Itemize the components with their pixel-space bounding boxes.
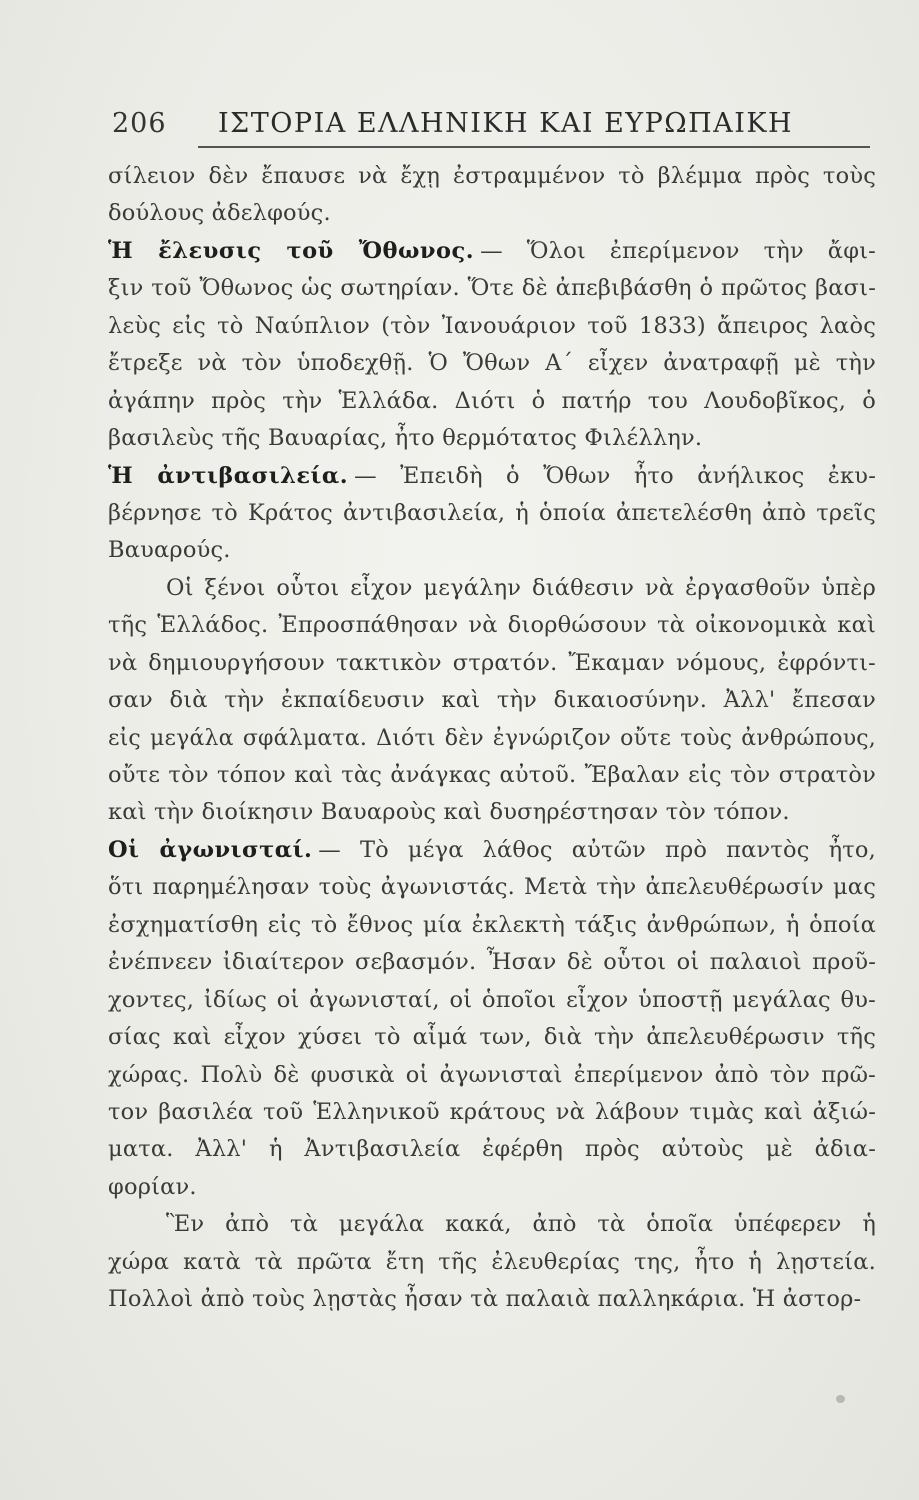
line-text: σίλειον δὲν ἔπαυσε νὰ ἔχῃ ἐστραμμένον τὸ βλέμμα πρὸς τοὺς	[108, 163, 876, 189]
text-line	[108, 1206, 876, 1243]
line-text: νὰ δημιουργήσουν τακτικὸν στρατόν. Ἔκαμαν νόμους, ἐφρόντι-	[108, 649, 876, 676]
line-text: τον βασιλέα τοῦ Ἑλληνικοῦ κράτους νὰ λάβουν τιμὰς καὶ ἀξιώ-	[108, 1098, 876, 1125]
line-text: φορίαν.	[108, 1173, 197, 1200]
line-text: χώρας. Πολὺ δὲ φυσικὰ οἱ ἀγωνισταὶ ἐπερίμενον ἀπὸ τὸν πρῶ-	[108, 1061, 876, 1088]
line-text: — Τὸ μέγα λάθος αὐτῶν πρὸ παντὸς ἦτο,	[318, 836, 876, 863]
line-text: ἔτρεξε νὰ τὸν ὑποδεχθῇ. Ὁ Ὄθων Α΄ εἶχεν ἀνατραφῇ μὲ τὴν	[108, 350, 876, 377]
text-line	[108, 982, 876, 1019]
text-line	[108, 270, 876, 307]
line-text: βέρνησε τὸ Κράτος ἀντιβασιλεία, ἡ ὁποία ἀπετελέσθη ἀπὸ τρεῖς	[108, 499, 876, 526]
text-line	[108, 383, 876, 420]
line-text: Ἓν ἀπὸ τὰ μεγάλα κακά, ἀπὸ τὰ ὁποῖα ὑπέφερεν ἡ	[166, 1211, 876, 1238]
text-line	[108, 308, 876, 345]
line-text: ματα. Ἀλλ' ἡ Ἀντιβασιλεία ἐφέρθη πρὸς αὐτοὺς μὲ ἀδια-	[108, 1136, 876, 1163]
line-text: ἐσχηματίσθη εἰς τὸ ἔθνος μία ἐκλεκτὴ τάξις ἀνθρώπων, ἡ ὁποία	[108, 911, 876, 938]
line-text: Βαυαρούς.	[108, 537, 231, 564]
text-line	[108, 532, 876, 569]
body-text	[108, 158, 876, 1319]
line-text: χοντες, ἰδίως οἱ ἀγωνισταί, οἱ ὁποῖοι εἶχον ὑποστῇ μεγάλας θυ-	[108, 986, 876, 1013]
text-line	[108, 607, 876, 644]
line-text: ὅτι παρημέλησαν τοὺς ἀγωνιστάς. Μετὰ τὴν ἀπελευθέρωσίν μας	[108, 874, 876, 901]
line-text: χώρα κατὰ τὰ πρῶτα ἔτη τῆς ἐλευθερίας της, ἦτο ἡ λῃστεία.	[108, 1248, 876, 1275]
line-text: εἰς μεγάλα σφάλματα. Διότι δὲν ἐγνώριζον οὔτε τοὺς ἀνθρώπους,	[108, 725, 876, 751]
text-line	[108, 1169, 876, 1206]
text-line	[108, 645, 876, 682]
line-text: — Ἐπειδὴ ὁ Ὄθων ἦτο ἀνήλικος ἐκυ-	[354, 462, 876, 489]
text-line	[108, 682, 876, 719]
line-text: τῆς Ἑλλάδος. Ἐπροσπάθησαν νὰ διορθώσουν τὰ οἰκονομικὰ καὶ	[108, 612, 876, 639]
line-text: Οἱ ξένοι οὗτοι εἶχον μεγάλην διάθεσιν νὰ ἐργασθοῦν ὑπὲρ	[166, 574, 876, 601]
text-line	[108, 1057, 876, 1094]
text-line	[108, 420, 876, 457]
text-line	[108, 495, 876, 532]
text-line	[108, 1019, 876, 1056]
text-line	[108, 570, 876, 607]
section-heading-line	[108, 233, 876, 270]
text-line	[108, 757, 876, 794]
paper-blemish	[836, 1395, 845, 1403]
text-line	[108, 720, 876, 757]
header-rule	[198, 146, 870, 148]
section-heading-line	[108, 458, 876, 495]
page-header	[112, 108, 872, 148]
line-text: σίας καὶ εἶχον χύσει τὸ αἷμά των, διὰ τὴν ἀπελευθέρωσιν τῆς	[108, 1024, 876, 1051]
text-line	[108, 345, 876, 382]
running-title: ΙΣΤΟΡΙΑ ΕΛΛΗΝΙΚΗ ΚΑΙ ΕΥΡΩΠΑΙΚΗ	[218, 108, 794, 139]
line-text: ἐνέπνεεν ἰδιαίτερον σεβασμόν. Ἦσαν δὲ οὗτοι οἱ παλαιοὶ προῦ-	[108, 949, 876, 976]
section-heading-line	[108, 832, 876, 869]
text-line	[108, 907, 876, 944]
line-text: ξιν τοῦ Ὄθωνος ὡς σωτηρίαν. Ὅτε δὲ ἀπεβιβάσθη ὁ πρῶτος βασι-	[108, 275, 876, 302]
text-line	[108, 1281, 876, 1318]
line-text: λεὺς εἰς τὸ Ναύπλιον (τὸν Ἰανουάριον τοῦ 1833) ἄπειρος λαὸς	[108, 312, 876, 339]
text-line	[108, 1094, 876, 1131]
text-line	[108, 1244, 876, 1281]
text-line	[108, 794, 876, 831]
line-text: — Ὅλοι ἐπερίμενον τὴν ἄφι-	[480, 237, 876, 264]
text-line	[108, 195, 876, 232]
line-text: καὶ τὴν διοίκησιν Βαυαροὺς καὶ δυσηρέστησαν τὸν τόπον.	[108, 799, 790, 826]
line-text: σαν διὰ τὴν ἐκπαίδευσιν καὶ τὴν δικαιοσύνην. Ἀλλ' ἔπεσαν	[108, 687, 876, 714]
text-line	[108, 944, 876, 981]
section-heading: Οἱ ἀγωνισταί.	[108, 836, 313, 863]
text-line	[108, 158, 876, 195]
text-line	[108, 869, 876, 906]
section-heading: Ἡ ἔλευσις τοῦ Ὄθωνος.	[108, 237, 475, 264]
section-heading: Ἡ ἀντιβασιλεία.	[108, 462, 349, 489]
line-text: βασιλεὺς τῆς Βαυαρίας, ἦτο θερμότατος Φιλέλλην.	[108, 425, 703, 452]
text-line	[108, 1131, 876, 1168]
line-text: οὔτε τὸν τόπον καὶ τὰς ἀνάγκας αὐτοῦ. Ἔβαλαν εἰς τὸν στρατὸν	[108, 762, 876, 788]
line-text: ἀγάπην πρὸς τὴν Ἑλλάδα. Διότι ὁ πατήρ του Λουδοβῖκος, ὁ	[108, 387, 876, 414]
page-number: 206	[112, 108, 167, 139]
line-text: δούλους ἀδελφούς.	[108, 200, 331, 227]
line-text: Πολλοὶ ἀπὸ τοὺς λῃστὰς ἦσαν τὰ παλαιὰ παλληκάρια. Ἡ ἀστορ-	[108, 1286, 862, 1313]
